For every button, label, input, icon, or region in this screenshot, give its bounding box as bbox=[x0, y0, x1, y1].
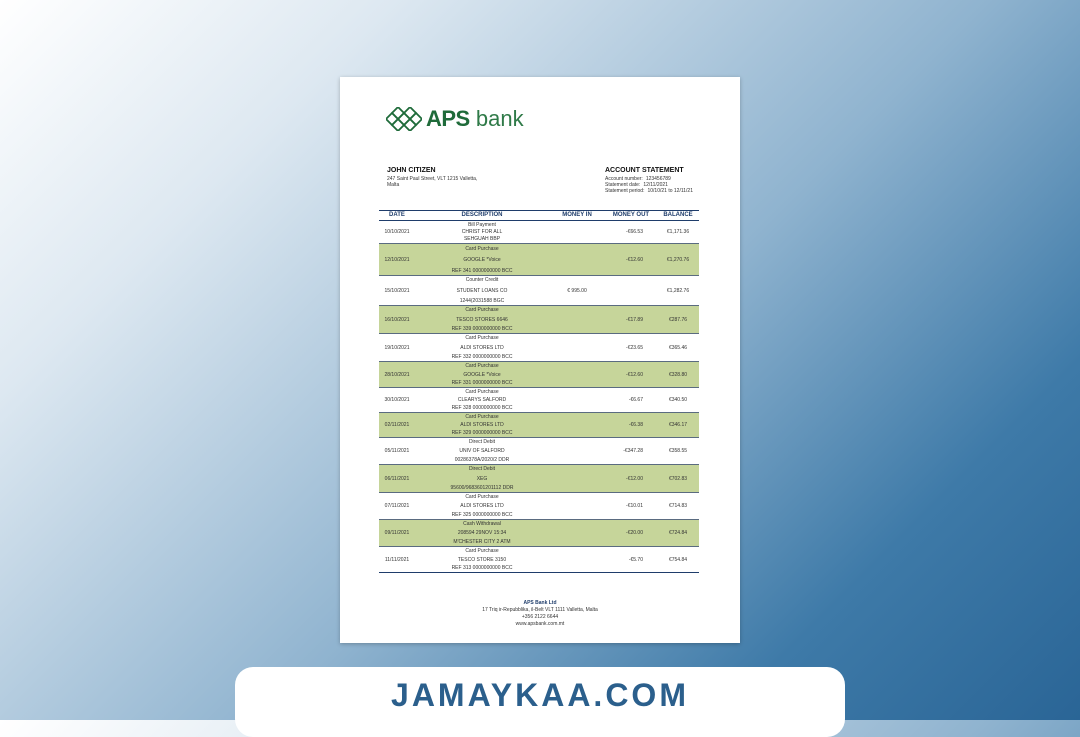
row-desc-ref: REF 328 0000000000 BCC bbox=[451, 405, 513, 411]
row-money-out: -€5.70 bbox=[628, 556, 643, 563]
table-row bbox=[379, 306, 699, 334]
row-money-out: -€10.01 bbox=[626, 503, 643, 509]
row-desc-ref: SEHGUAH BBP bbox=[463, 236, 501, 242]
row-date: 09/11/2021 bbox=[384, 530, 410, 536]
row-date: 12/10/2021 bbox=[384, 256, 410, 263]
row-date: 19/10/2021 bbox=[384, 344, 410, 351]
row-desc-type: Card Purchase bbox=[465, 494, 499, 500]
row-balance: €346.17 bbox=[668, 422, 688, 428]
row-date: 02/11/2021 bbox=[384, 422, 410, 428]
header-money-in: MONEY IN bbox=[562, 212, 592, 218]
row-desc-type: Card Purchase bbox=[465, 414, 499, 420]
table-header bbox=[379, 210, 699, 221]
row-balance: €702.83 bbox=[668, 475, 688, 482]
row-desc-type: Card Purchase bbox=[465, 307, 499, 313]
table-row bbox=[379, 388, 699, 413]
row-desc-payee: ALDI STORES LTD bbox=[460, 344, 504, 351]
row-date: 05/11/2021 bbox=[384, 448, 410, 454]
header-date: DATE bbox=[389, 212, 405, 218]
statement-document bbox=[340, 77, 740, 643]
row-desc-type: Card Purchase bbox=[465, 363, 499, 369]
table-row bbox=[379, 334, 699, 362]
logo-bank: bank bbox=[475, 106, 524, 131]
row-date: 30/10/2021 bbox=[384, 397, 410, 403]
row-description bbox=[415, 414, 549, 436]
row-date: 11/11/2021 bbox=[384, 556, 410, 563]
row-desc-ref: REF 332 0000000000 BCC bbox=[451, 354, 513, 360]
row-money-out: -€12.60 bbox=[626, 371, 643, 378]
row-balance: €724.84 bbox=[668, 530, 688, 536]
footer-website: www.apsbank.com.mt bbox=[515, 621, 565, 627]
row-money-out: -€12.60 bbox=[626, 256, 643, 263]
row-date: 16/10/2021 bbox=[384, 316, 410, 323]
row-money-out: -€12.00 bbox=[626, 475, 643, 482]
row-desc-payee: 208594 29NOV 15:34 bbox=[457, 530, 507, 536]
row-description bbox=[415, 363, 549, 386]
row-desc-type: Card Purchase bbox=[465, 389, 499, 395]
customer-block bbox=[387, 167, 477, 188]
row-balance: €1,282.76 bbox=[666, 287, 690, 294]
footer-phone: +356 2122 6644 bbox=[521, 614, 559, 620]
row-desc-ref: REF 325 0000000000 BCC bbox=[451, 512, 513, 518]
table-row bbox=[379, 520, 699, 547]
header-description: DESCRIPTION bbox=[461, 212, 503, 218]
row-balance: €754.84 bbox=[668, 556, 688, 563]
row-desc-payee: GOOGLE *Voice bbox=[463, 256, 501, 263]
row-desc-ref: 1244(2031588 BGC bbox=[459, 298, 505, 304]
diamond-logo-icon bbox=[386, 107, 422, 131]
customer-address-line2: Malta bbox=[387, 182, 400, 188]
row-desc-payee: TESCO STORE 3150 bbox=[457, 556, 507, 563]
row-desc-type: Card Purchase bbox=[465, 335, 499, 341]
footer-bank-name: APS Bank Ltd bbox=[523, 600, 557, 606]
statement-footer bbox=[340, 600, 740, 628]
footer-address: 17 Triq ir-Repubblika, il-Belt VLT 1111 Valletta, Malta bbox=[482, 607, 598, 613]
site-banner bbox=[235, 667, 845, 737]
row-desc-ref: REF 331 0000000000 BCC bbox=[451, 380, 513, 386]
row-description bbox=[415, 307, 549, 332]
row-balance: €1,171.36 bbox=[666, 229, 690, 235]
statement-period-row bbox=[605, 188, 696, 194]
account-info-block bbox=[605, 167, 696, 194]
table-row bbox=[379, 244, 699, 276]
statement-period-value: 10/10/21 to 12/11/21 bbox=[647, 188, 693, 194]
row-desc-ref: 95600/9683601201112 DDR bbox=[450, 485, 514, 491]
table-row bbox=[379, 362, 699, 388]
table-row bbox=[379, 413, 699, 438]
statement-period-label: Statement period: bbox=[605, 188, 645, 194]
row-date: 10/10/2021 bbox=[384, 229, 410, 235]
table-row bbox=[379, 276, 699, 306]
row-money-out: -€20.00 bbox=[626, 530, 643, 536]
row-money-out: -€6.38 bbox=[628, 422, 643, 428]
row-desc-type: Bill Payment bbox=[468, 222, 496, 228]
transactions-table bbox=[379, 210, 699, 573]
logo-aps: APS bbox=[426, 106, 470, 131]
row-date: 15/10/2021 bbox=[384, 287, 410, 294]
account-number-label: Account number: bbox=[605, 176, 643, 182]
row-desc-payee: TESCO STORES 6646 bbox=[456, 316, 508, 323]
row-desc-type: Direct Debit bbox=[468, 466, 496, 472]
row-date: 06/11/2021 bbox=[384, 475, 410, 482]
row-description bbox=[415, 335, 549, 360]
customer-address-line1: 247 Saint Paul Street, VLT 1215 Valletta, bbox=[387, 176, 478, 182]
statement-date-label: Statement date: bbox=[605, 182, 641, 188]
row-balance: €340.50 bbox=[668, 397, 688, 403]
row-description bbox=[415, 246, 549, 274]
row-description bbox=[415, 277, 549, 304]
statement-date-value: 12/11/2021 bbox=[643, 182, 668, 188]
row-desc-payee: ALDI STORES LTD bbox=[460, 503, 504, 509]
row-desc-ref: REF 313 0000000000 BCC bbox=[451, 565, 513, 571]
row-desc-ref: REF 329 0000000000 BCC bbox=[451, 430, 513, 436]
row-desc-payee: ALDI STORES LTD bbox=[460, 422, 504, 428]
row-balance: €1,270.76 bbox=[666, 256, 690, 263]
row-money-out: -€23.65 bbox=[626, 344, 643, 351]
row-balance: €365.46 bbox=[668, 344, 688, 351]
table-row bbox=[379, 438, 699, 465]
row-money-in: € 995.00 bbox=[567, 287, 587, 294]
header-balance: BALANCE bbox=[663, 212, 693, 218]
row-desc-type: Card Purchase bbox=[465, 245, 499, 252]
row-desc-payee: XEG bbox=[476, 475, 488, 482]
row-date: 07/11/2021 bbox=[384, 503, 410, 509]
row-description bbox=[415, 466, 549, 491]
row-desc-payee: GOOGLE *Voice bbox=[463, 371, 501, 378]
row-description bbox=[415, 439, 549, 463]
row-money-out: -€347.28 bbox=[623, 448, 643, 454]
row-desc-payee: CLEARYS SALFORD bbox=[457, 397, 507, 403]
row-money-out: -€66.53 bbox=[626, 229, 643, 235]
customer-name: JOHN CITIZEN bbox=[387, 167, 436, 174]
row-date: 28/10/2021 bbox=[384, 371, 410, 378]
aps-bank-logo bbox=[386, 107, 524, 131]
row-description bbox=[415, 389, 549, 411]
statement-title: ACCOUNT STATEMENT bbox=[605, 167, 684, 174]
row-description bbox=[415, 548, 549, 571]
table-row bbox=[379, 221, 699, 244]
row-desc-payee: UNIV OF SALFORD bbox=[459, 448, 505, 454]
row-balance: €328.80 bbox=[668, 371, 688, 378]
row-money-out: -€6.67 bbox=[628, 397, 643, 403]
row-money-out: -€17.89 bbox=[626, 316, 643, 323]
logo-wordmark bbox=[426, 107, 524, 131]
row-desc-ref: REF 339 0000000000 BCC bbox=[451, 326, 513, 332]
row-balance: €358.55 bbox=[668, 448, 688, 454]
row-desc-type: Card Purchase bbox=[465, 548, 499, 554]
account-number-value: 123456789 bbox=[645, 176, 671, 182]
row-description bbox=[415, 494, 549, 518]
row-desc-ref: M'CHESTER CITY 2 ATM bbox=[453, 539, 511, 545]
row-balance: €714.83 bbox=[668, 503, 688, 509]
table-row bbox=[379, 493, 699, 520]
table-row bbox=[379, 465, 699, 493]
banner-text: JAMAYKAA.COM bbox=[391, 677, 689, 713]
row-desc-type: Direct Debit bbox=[468, 439, 496, 445]
row-desc-type: Counter Credit bbox=[465, 277, 499, 283]
row-desc-ref: 00286378A/2020/2 DDR bbox=[454, 457, 510, 463]
row-desc-type: Cash Withdrawal bbox=[463, 521, 501, 527]
header-money-out: MONEY OUT bbox=[612, 212, 650, 218]
row-desc-payee: STUDENT LOANS CO bbox=[456, 287, 508, 294]
row-desc-ref: REF 341 0000000000 BCC bbox=[451, 267, 513, 274]
table-row bbox=[379, 547, 699, 572]
row-description bbox=[415, 521, 549, 545]
row-balance: €287.76 bbox=[668, 316, 688, 323]
row-desc-payee: CHRIST FOR ALL bbox=[461, 229, 503, 235]
row-description bbox=[415, 222, 549, 242]
